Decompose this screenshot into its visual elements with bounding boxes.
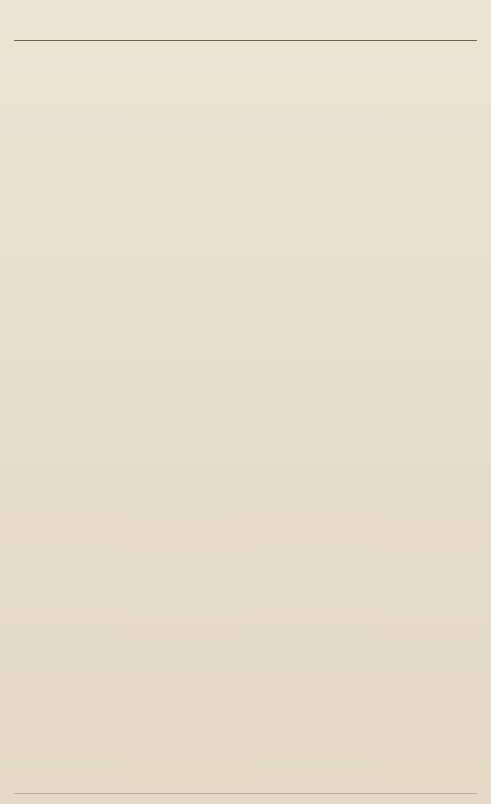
header-rule <box>14 40 477 41</box>
body-text <box>18 46 458 786</box>
footer-rule <box>14 793 477 794</box>
